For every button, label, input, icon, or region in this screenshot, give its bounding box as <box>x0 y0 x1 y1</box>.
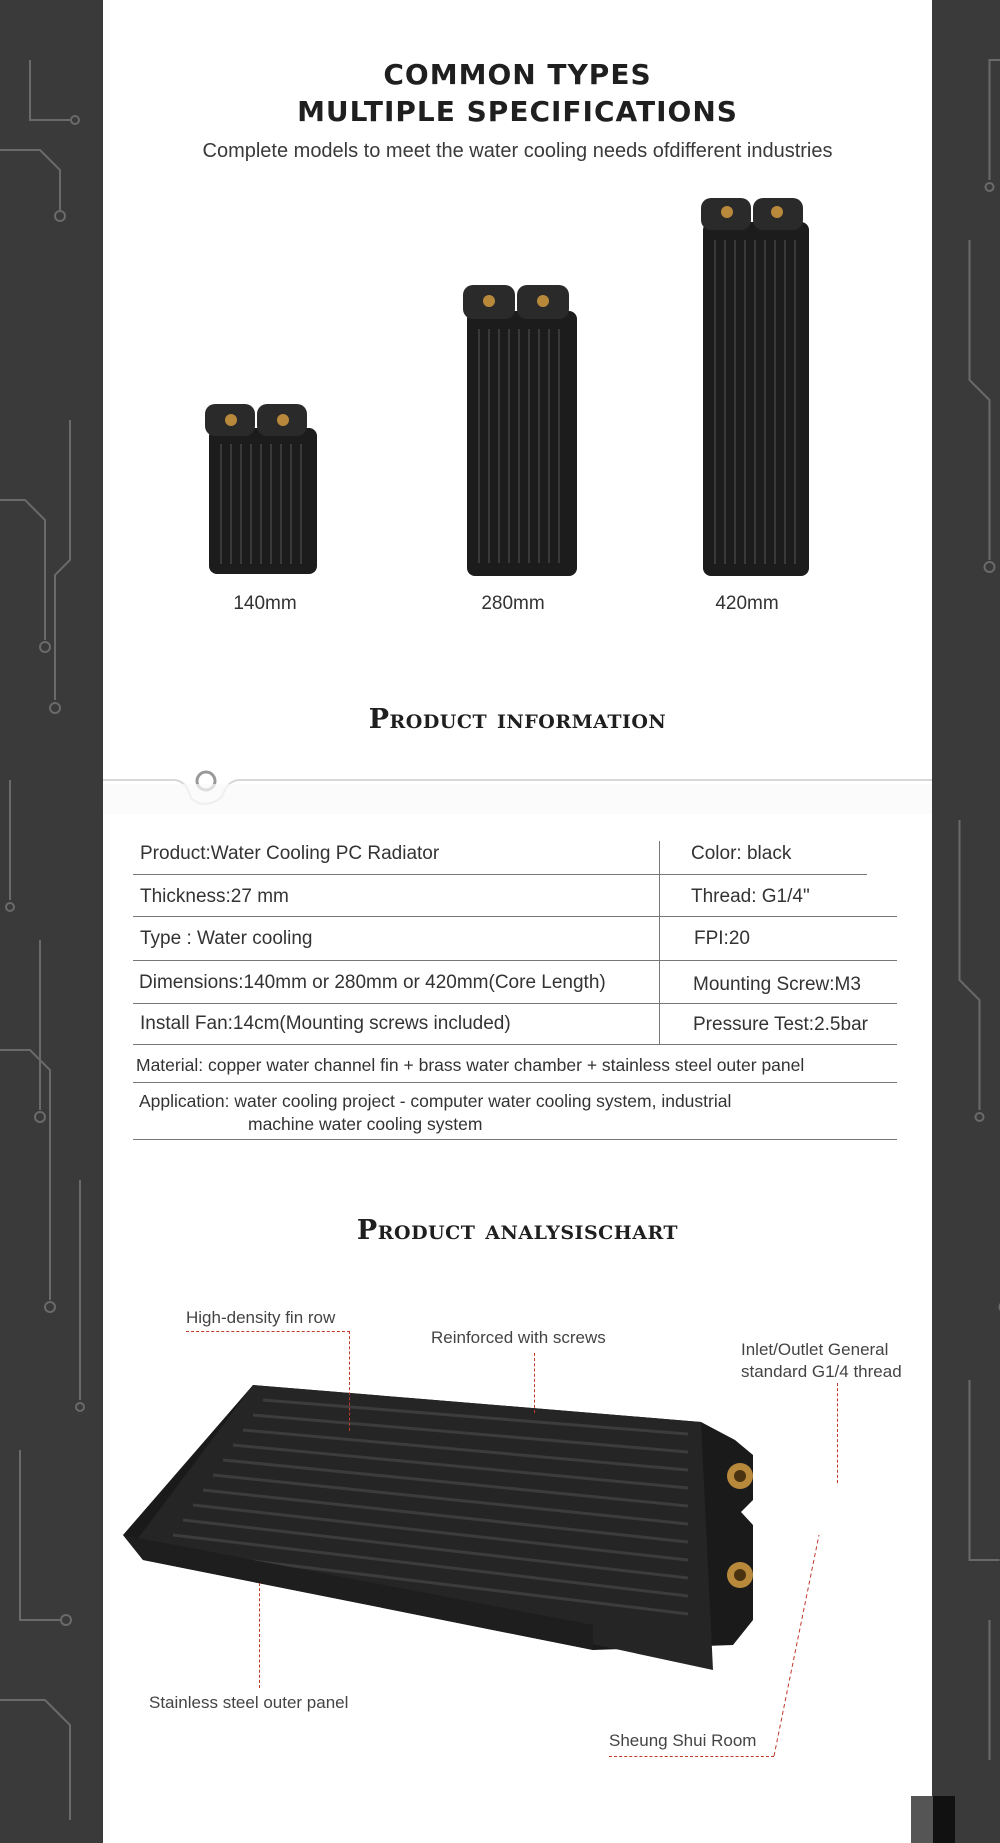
callout-outer-panel: Stainless steel outer panel <box>149 1693 349 1712</box>
info-application-1: Application: water cooling project - computer water cooling system, industrial <box>139 1091 732 1111</box>
callout-line <box>534 1353 535 1413</box>
info-pressure-test: Pressure Test:2.5bar <box>693 1014 868 1035</box>
callout-line-diagonal <box>771 1530 831 1760</box>
callout-line <box>259 1583 260 1688</box>
row-line <box>133 1082 897 1083</box>
product-info-title: Product information <box>368 704 667 735</box>
callout-screws: Reinforced with screws <box>431 1328 606 1347</box>
callout-line <box>609 1756 774 1757</box>
info-fpi: FPI:20 <box>694 928 750 949</box>
product-page <box>103 0 932 1843</box>
circuit-background-right <box>932 0 1000 1843</box>
callout-inlet-line2: standard G1/4 thread <box>741 1362 902 1381</box>
info-mounting-screw: Mounting Screw:M3 <box>693 974 861 995</box>
info-thread: Thread: G1/4" <box>691 886 810 907</box>
subtitle: Complete models to meet the water cooling needs ofdifferent industries <box>202 140 833 162</box>
info-thickness: Thickness:27 mm <box>140 886 289 907</box>
info-material: Material: copper water channel fin + brass water chamber + stainless steel outer panel <box>136 1055 805 1075</box>
row-line <box>133 1003 897 1004</box>
radiator-420mm-image <box>697 194 815 578</box>
info-dimensions: Dimensions:140mm or 280mm or 420mm(Core Length) <box>139 972 606 993</box>
corner-decoration <box>911 1796 933 1843</box>
callout-fin-row: High-density fin row <box>186 1308 336 1327</box>
callout-line <box>186 1331 350 1332</box>
section-divider <box>103 760 932 820</box>
radiator-label-140: 140mm <box>233 593 297 614</box>
callout-inlet-line1: Inlet/Outlet General <box>741 1340 889 1359</box>
analysis-title: Product analysischart <box>356 1215 679 1246</box>
row-line <box>133 1044 897 1045</box>
callout-inlet-outlet <box>741 1339 931 1383</box>
circuit-background-left <box>0 0 103 1843</box>
table-divider <box>659 841 660 1045</box>
info-color: Color: black <box>691 843 792 864</box>
info-type: Type : Water cooling <box>140 928 313 949</box>
row-line <box>133 916 897 917</box>
row-line <box>660 874 867 875</box>
row-line <box>133 1139 897 1140</box>
info-application-2: machine water cooling system <box>248 1114 483 1134</box>
callout-line <box>837 1383 838 1483</box>
callout-room: Sheung Shui Room <box>609 1731 757 1750</box>
info-install-fan: Install Fan:14cm(Mounting screws included) <box>140 1013 511 1034</box>
row-line <box>133 874 660 875</box>
radiator-280mm-image <box>461 281 583 578</box>
radiator-detail-image <box>123 1370 883 1680</box>
radiator-label-420: 420mm <box>715 593 779 614</box>
title-line-1: COMMON TYPES <box>383 58 652 91</box>
radiator-label-280: 280mm <box>481 593 545 614</box>
info-product: Product:Water Cooling PC Radiator <box>140 843 440 864</box>
callout-line <box>349 1331 350 1431</box>
radiator-140mm-image <box>203 400 323 578</box>
row-line <box>133 960 897 961</box>
title-line-2: MULTIPLE SPECIFICATIONS <box>297 95 738 128</box>
